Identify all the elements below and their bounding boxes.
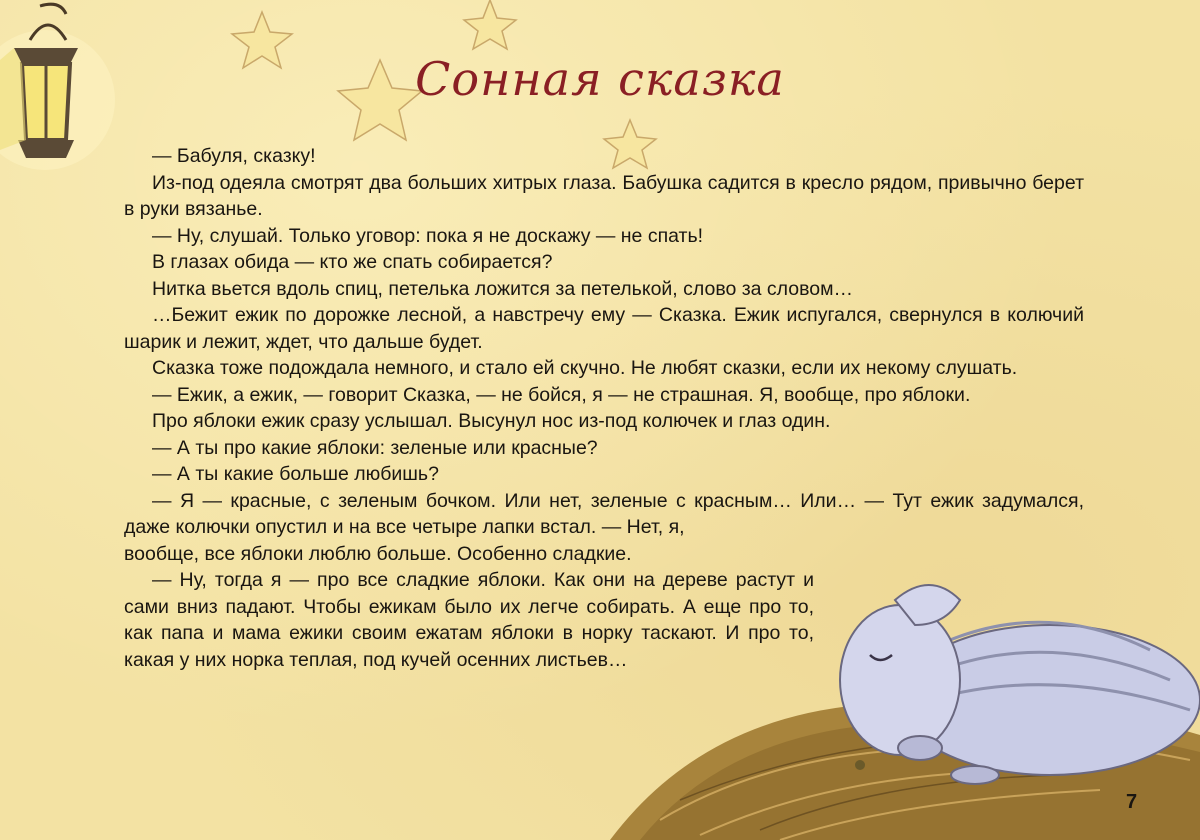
page-number: 7	[1126, 791, 1138, 813]
story-paragraph: Нитка вьется вдоль спиц, петелька ложится за петелькой, слово за словом…	[152, 277, 854, 300]
story-text	[124, 143, 1084, 673]
story-paragraph: — А ты какие больше любишь?	[152, 463, 439, 485]
story-paragraph: — А ты про какие яблоки: зеленые или красные?	[152, 436, 598, 459]
story-paragraph: Сказка тоже подождала немного, и стало ей скучно. Не любят сказки, если их некому слушать.	[152, 357, 1018, 379]
story-paragraph: В глазах обида — кто же спать собирается?	[152, 251, 553, 273]
story-paragraph: …Бежит ежик по дорожке лесной, а навстречу ему — Сказка. Ежик испугался, свернулся в колючий шарик и лежит, ждет, что дальше будет.	[124, 304, 1084, 353]
story-paragraph: Из-под одеяла смотрят два больших хитрых глаза. Бабушка садится в кресло рядом, привычно берет в руки вязанье.	[124, 171, 1084, 220]
story-paragraph: — Ну, слушай. Только уговор: пока я не доскажу — не спать!	[152, 224, 704, 247]
story-paragraph: — Я — красные, с зеленым бочком. Или нет, зеленые с красным… Или… — Тут ежик задумался, даже колючки опустил и на все четыре лапки встал. — Нет, я,	[124, 489, 1084, 538]
story-paragraph: — Ну, тогда я — про все сладкие яблоки. Как они на дереве растут и сами вниз падают. Чтобы ежикам было их легче собирать. А еще про то, как папа и мама ежики своим ежатам яблоки в норку таскают. И про то, какая у них норка теплая, под кучей осенних листьев…	[124, 569, 814, 671]
story-paragraph: Про яблоки ежик сразу услышал. Высунул нос из-под колючек и глаз один.	[152, 410, 831, 432]
story-paragraph: вообще, все яблоки люблю больше. Особенно сладкие.	[124, 542, 632, 565]
story-paragraph: — Бабуля, сказку!	[152, 145, 316, 167]
page-title: Сонная сказка	[415, 52, 785, 106]
story-paragraph: — Ежик, а ежик, — говорит Сказка, — не бойся, я — не страшная. Я, вообще, про яблоки.	[152, 383, 971, 406]
